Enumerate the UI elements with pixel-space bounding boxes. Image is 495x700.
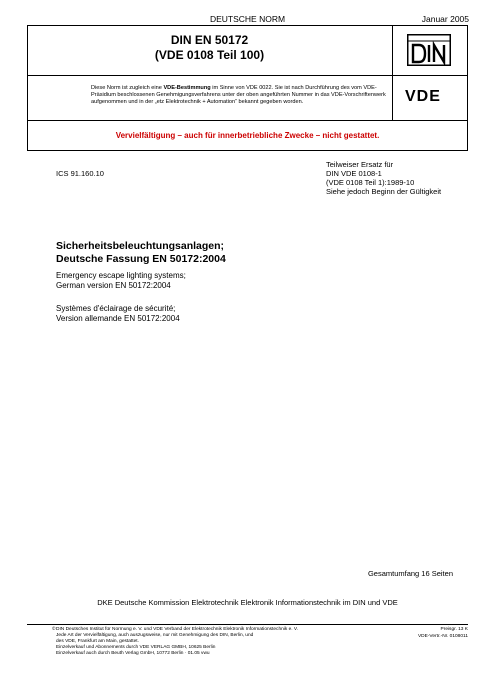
copy-warning: Vervielfältigung – auch für innerbetriebliche Zwecke – nicht gestattet. — [115, 131, 380, 140]
committee-line: DKE Deutsche Kommission Elektrotechnik Elektronik Informationstechnik im DIN und VDE — [97, 598, 398, 607]
replacement-line-2: DIN VDE 0108-1 — [326, 169, 382, 178]
english-title-line-2: German version EN 50172:2004 — [56, 281, 171, 290]
din-logo-box — [393, 25, 468, 76]
footer-line-4: Einzelverkauf und Abonnements durch VDE VERLAG GMBH, 10625 Berlin — [56, 645, 216, 650]
notice-bold: VDE-Bestimmung — [163, 85, 211, 91]
price-group: Preisgr. 13 K — [440, 627, 468, 632]
german-title-line-1: Sicherheitsbeleuchtungsanlagen; — [56, 240, 225, 252]
notice-prefix: Diese Norm ist zugleich eine — [91, 85, 164, 91]
frame-divider — [27, 120, 468, 121]
replacement-line-1: Teilweiser Ersatz für — [326, 160, 394, 169]
vde-notice-text — [91, 85, 387, 106]
english-title-line-1: Emergency escape lighting systems; — [56, 271, 186, 280]
footer-line-5: Einzelverkauf auch durch Beuth Verlag GmbH, 10772 Berlin · 01.05 vwu — [56, 651, 210, 656]
vde-logo: VDE — [405, 88, 441, 105]
footer-price-info — [418, 627, 468, 640]
copyright-symbol: © — [52, 627, 56, 632]
french-title-line-2: Version allemande EN 50172:2004 — [56, 314, 180, 323]
vde-notice-box — [27, 76, 393, 120]
french-title-line-1: Systèmes d'éclairage de sécurité; — [56, 304, 176, 313]
german-title — [56, 240, 226, 266]
footer-rule — [27, 624, 468, 625]
standard-title-box — [27, 25, 393, 76]
footer-line-3: des VDE, Frankfurt am Main, gestattet. — [56, 639, 139, 644]
footer-line-1: DIN Deutsches Institut für Normung e. V. und VDE Verband der Elektrotechnik Elektronik Informationstechnik e. V. — [56, 627, 299, 632]
replacement-line-3: (VDE 0108 Teil 1):1989-10 — [326, 178, 415, 187]
vde-classification: (VDE 0108 Teil 100) — [154, 48, 265, 62]
french-title — [56, 304, 180, 324]
total-pages: Gesamtumfang 16 Seiten — [367, 569, 453, 578]
norm-label: DEUTSCHE NORM — [209, 14, 286, 24]
footer-copyright — [56, 627, 386, 657]
publication-date: Januar 2005 — [421, 14, 469, 24]
english-title — [56, 271, 186, 291]
ics-code: ICS 91.160.10 — [56, 169, 104, 178]
page-header — [0, 0, 495, 26]
din-logo-icon — [407, 34, 451, 66]
replacement-line-4: Siehe jedoch Beginn der Gültigkeit — [326, 187, 442, 196]
vde-number: VDE-Vertr.-Nr. 0108011 — [417, 633, 468, 639]
replacement-info — [326, 160, 476, 196]
standard-number: DIN EN 50172 — [170, 33, 249, 47]
footer-line-2: Jede Art der Vervielfältigung, auch auszugsweise, nur mit Genehmigung des DIN, Berlin, und — [56, 633, 254, 638]
german-title-line-2: Deutsche Fassung EN 50172:2004 — [56, 253, 226, 265]
notice-rest: im Sinne von VDE 0022. Sie ist nach Durchführung des vom VDE-Präsidium beschlossenen Genehmigungsverfahrens unter der oben angeführten Nummer in das VDE-Vorschriftenwerk aufgenommen und in der „etz Elektrotechnik + Automation“ bekannt gegeben worden. — [91, 85, 386, 105]
vde-logo-box — [393, 76, 468, 120]
